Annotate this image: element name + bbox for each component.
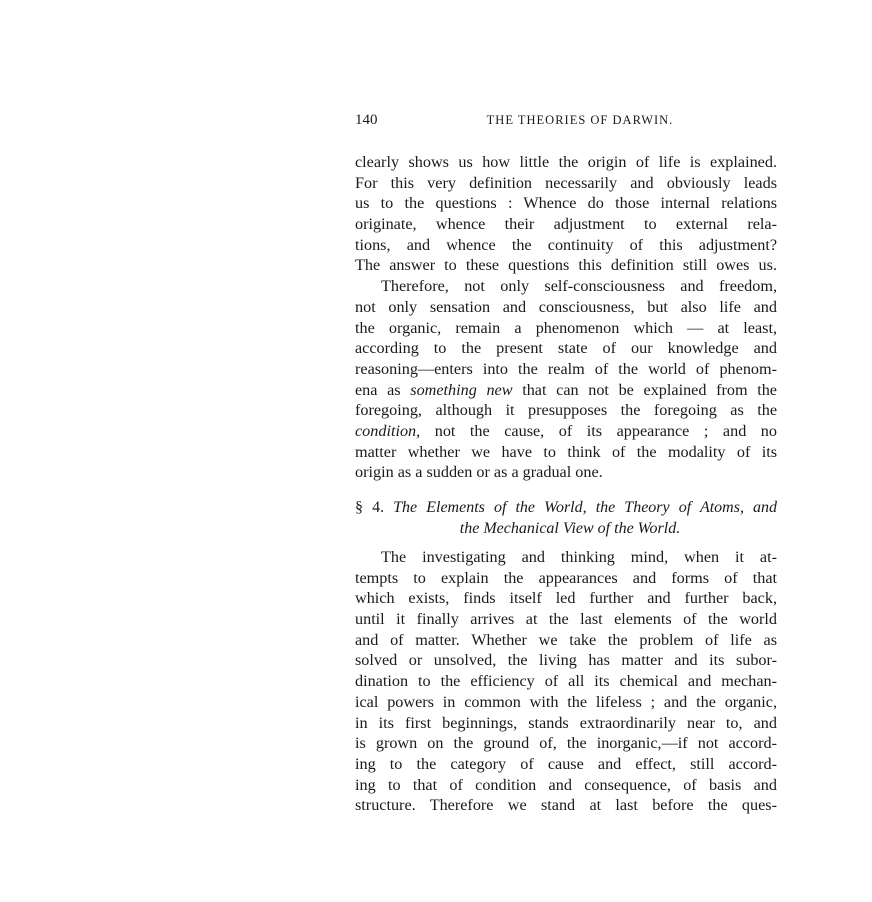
text-line: solved or unsolved, the living has matter and its subor- <box>355 651 777 670</box>
text-line: For this very definition necessarily and obviously leads <box>355 173 777 192</box>
paragraph-investigating <box>355 547 777 816</box>
page-number: 140 <box>355 112 378 128</box>
text-line: clearly shows us how little the origin of life is explained. <box>355 153 777 171</box>
text-line: according to the present state of our knowledge and <box>355 339 777 358</box>
text-line: not only sensation and consciousness, but also life and <box>355 297 777 316</box>
text-line: tions, and whence the continuity of this adjustment? <box>355 235 777 254</box>
text-line: until it finally arrives at the last elements of the world <box>355 610 777 629</box>
running-head <box>355 112 777 134</box>
text-line: originate, whence their adjustment to external rela- <box>355 215 777 234</box>
paragraph-therefore <box>355 276 777 483</box>
text-line: is grown on the ground of, the inorganic,—if not accord- <box>355 734 777 753</box>
text-line: and of matter. Whether we take the problem of life as <box>355 630 777 649</box>
section-number: § 4. <box>355 499 385 516</box>
book-page <box>355 112 777 816</box>
section-heading <box>355 497 777 539</box>
section-title-part1: The Elements of the World, the Theory of Atoms, and <box>393 499 778 516</box>
spacer <box>355 539 777 547</box>
text-line: Therefore, not only self-consciousness and freedom, <box>381 277 777 296</box>
text-line: ing to the category of cause and effect, still accord- <box>355 754 777 773</box>
text-run: not the cause, of its appearance ; and no <box>420 421 777 440</box>
text-line: The answer to these questions this definition still owes us. <box>355 256 777 275</box>
text-line: foregoing, although it presupposes the foregoing as the <box>355 401 777 420</box>
text-line: tempts to explain the appearances and forms of that <box>355 568 777 587</box>
text-line: dination to the efficiency of all its chemical and mechan- <box>355 672 777 691</box>
text-line: which exists, finds itself led further and further back, <box>355 589 777 608</box>
emphasis-condition: condition, <box>355 421 421 440</box>
emphasis-something-new: something new <box>410 380 513 399</box>
text-line: matter whether we have to think of the modality of its <box>355 442 777 461</box>
text-line: in its first beginnings, stands extraordinarily near to, and <box>355 713 777 732</box>
text-line: origin as a sudden or as a gradual one. <box>355 463 603 482</box>
text-line: us to the questions : Whence do those internal relations <box>355 194 777 213</box>
text-line: structure. Therefore we stand at last before the ques- <box>355 796 777 815</box>
paragraph-continuation <box>355 152 777 276</box>
text-line: reasoning—enters into the realm of the world of phenom- <box>355 359 777 378</box>
section-heading-line <box>355 518 777 539</box>
text-line: The investigating and thinking mind, when it at- <box>381 548 777 566</box>
text-line: ing to that of condition and consequence, of basis and <box>355 775 777 794</box>
text-line <box>355 380 777 401</box>
text-line: ical powers in common with the lifeless ; and the organic, <box>355 692 777 711</box>
section-heading-line <box>355 497 777 518</box>
text-run: that can not be explained from the <box>512 380 777 399</box>
spacer <box>355 483 777 497</box>
text-line <box>355 421 777 442</box>
section-title-part2: the Mechanical View of the World. <box>459 520 681 537</box>
text-run: ena as <box>355 380 411 399</box>
running-title: THE THEORIES OF DARWIN. <box>486 113 674 127</box>
text-line: the organic, remain a phenomenon which — at least, <box>355 318 777 337</box>
